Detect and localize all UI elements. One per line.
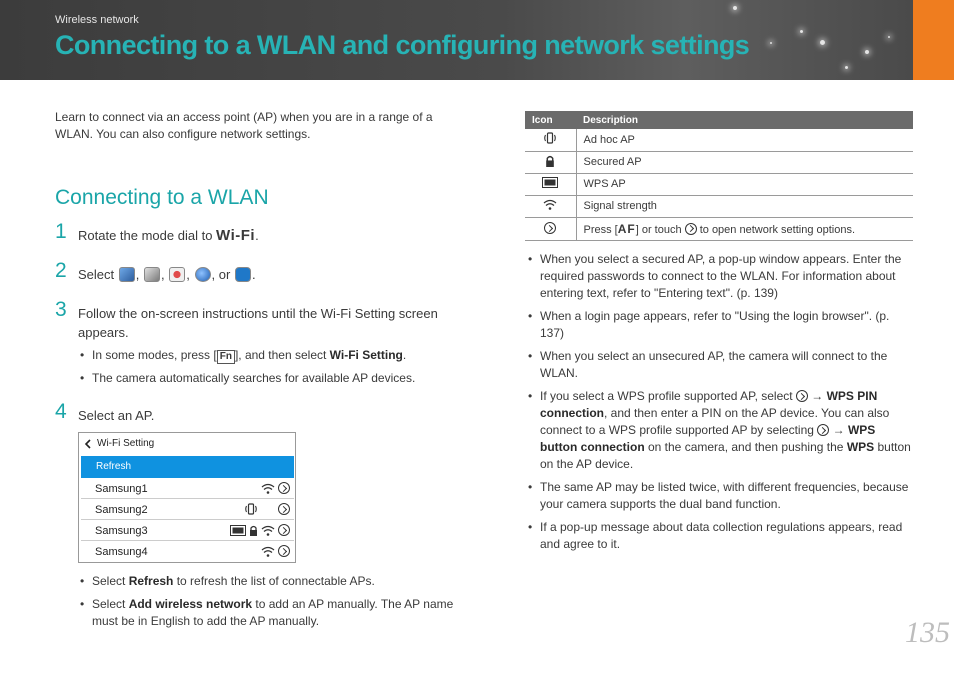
step4-bullets [80, 573, 470, 636]
globe-icon [195, 267, 211, 282]
arrow-circle-icon [544, 222, 556, 234]
section-heading: Connecting to a WLAN [55, 186, 269, 209]
wifi-mode-label: Wi-Fi [216, 227, 256, 244]
ap-list-item[interactable]: Samsung1 [81, 479, 294, 499]
column-header: Icon [525, 111, 576, 129]
wifi-signal-icon [261, 483, 275, 494]
screen-title-bar: Wi-Fi Setting [79, 433, 295, 455]
wifi-signal-icon [261, 525, 275, 536]
arrow-circle-icon[interactable] [278, 482, 290, 494]
step-number: 3 [55, 298, 67, 321]
list-item: • Select Add wireless network to add an AP manually. The AP name must be in English to add the AP manually. [80, 596, 470, 630]
icon-table [525, 111, 913, 241]
table-row: Press [AF] or touch to open network setting options. [525, 217, 913, 240]
table-row: Secured AP [525, 151, 913, 173]
auto-mode-icon [119, 267, 135, 282]
chapter-tab [913, 0, 954, 80]
ap-list-item[interactable]: Samsung3 [81, 521, 294, 541]
page-title: Connecting to a WLAN and configuring network settings [55, 30, 750, 60]
arrow-circle-icon [817, 424, 829, 436]
list-item: • When you select an unsecured AP, the camera will connect to the WLAN. [528, 348, 913, 382]
header-banner [0, 0, 913, 80]
step-number: 4 [55, 400, 67, 423]
wifi-signal-icon [543, 199, 557, 210]
arrow-circle-icon[interactable] [278, 524, 290, 536]
list-item: • In some modes, press [ Fn ], and then select Wi-Fi Setting. [80, 347, 470, 364]
wifi-setting-screen [78, 432, 296, 563]
arrow-circle-icon [685, 223, 697, 235]
table-header-row [525, 111, 913, 129]
list-item: • If a pop-up message about data collection regulations appears, read and agree to it. [528, 519, 913, 553]
section-label: Wireless network [55, 14, 139, 26]
wps-icon [230, 525, 246, 536]
arrow-circle-icon[interactable] [278, 545, 290, 557]
adhoc-icon [244, 503, 258, 515]
af-key-icon: AF [617, 221, 636, 236]
step-number: 1 [55, 220, 67, 243]
arrow-circle-icon [796, 390, 808, 402]
list-item: • When a login page appears, refer to "Using the login browser". (p. 137) [528, 308, 913, 342]
gallery-icon [235, 267, 251, 282]
adhoc-icon [543, 132, 557, 144]
fn-key-icon: Fn [217, 350, 235, 364]
table-row: Ad hoc AP [525, 129, 913, 151]
ap-list-item[interactable]: Samsung4 [81, 542, 294, 562]
refresh-button[interactable]: Refresh [81, 456, 294, 478]
back-arrow-icon[interactable] [84, 439, 92, 449]
wifi-signal-icon [261, 546, 275, 557]
lock-icon [545, 155, 555, 167]
notes-list [528, 251, 913, 559]
step-number: 2 [55, 259, 67, 282]
video-mode-icon [169, 267, 185, 282]
table-row: WPS AP [525, 173, 913, 195]
list-item: • The same AP may be listed twice, with different frequencies, because your camera supports the dual band function. [528, 479, 913, 513]
lock-icon [249, 525, 258, 536]
list-item: • Select Refresh to refresh the list of connectable APs. [80, 573, 470, 590]
step3-bullets [80, 347, 470, 393]
column-header: Description [576, 111, 913, 129]
page-number: 135 [905, 616, 950, 649]
intro-text: Learn to connect via an access point (AP) when you are in a range of a WLAN. You can also configure network settings. [55, 110, 433, 141]
list-item: • The camera automatically searches for available AP devices. [80, 370, 470, 387]
arrow-circle-icon[interactable] [278, 503, 290, 515]
wps-icon [542, 177, 558, 188]
scene-mode-icon [144, 267, 160, 282]
list-item: • When you select a secured AP, a pop-up window appears. Enter the required passwords to connect to the WLAN. For information about entering text, refer to "Entering text". (p. 139) [528, 251, 913, 302]
table-row: Signal strength [525, 195, 913, 217]
ap-list-item[interactable]: Samsung2 [81, 500, 294, 520]
list-item: • If you select a WPS profile supported AP, select → WPS PIN connection, and then enter a PIN on the AP device. You can also connect to a WPS profile supported AP by selecting → WPS button connection on the camera, and then pushing the WPS button on the AP device. [528, 388, 913, 473]
